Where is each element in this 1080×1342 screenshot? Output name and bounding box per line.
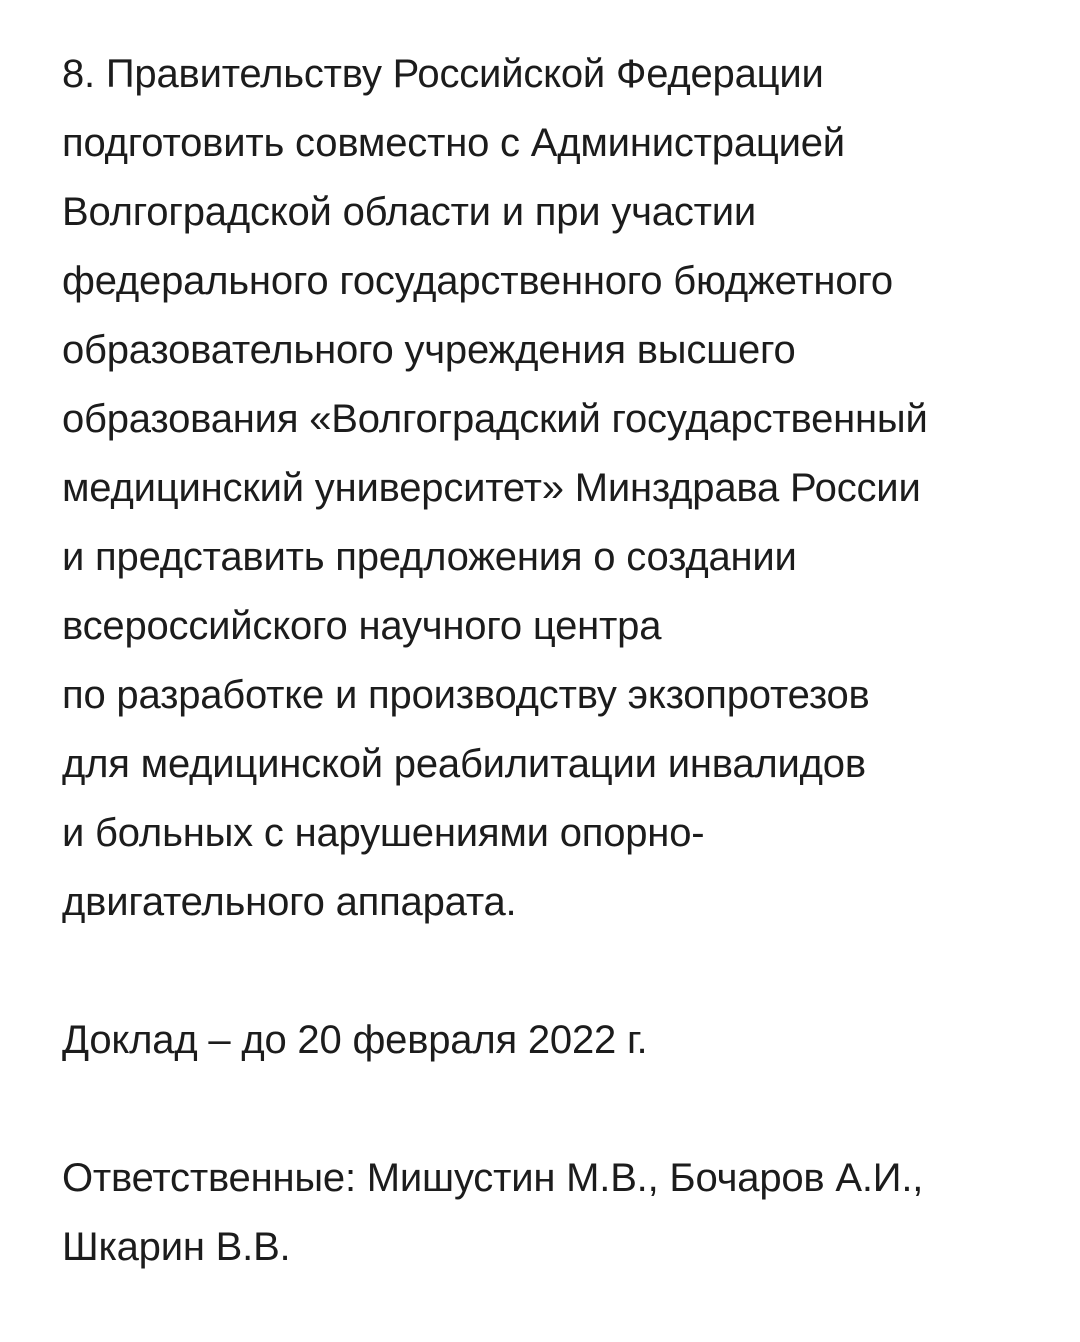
document-body bbox=[62, 40, 1062, 1282]
paragraph-line: по разработке и производству экзопротезов bbox=[62, 673, 870, 717]
paragraph-line: Волгоградской области и при участии bbox=[62, 190, 757, 234]
responsible-block bbox=[62, 1144, 1062, 1282]
deadline-block bbox=[62, 1006, 1062, 1075]
paragraph-line: двигательного аппарата. bbox=[62, 880, 517, 924]
responsible-line: Шкарин В.В. bbox=[62, 1225, 291, 1269]
responsible-line: Ответственные: Мишустин М.В., Бочаров А.И., bbox=[62, 1156, 924, 1200]
paragraph-line: 8. Правительству Российской Федерации bbox=[62, 52, 824, 96]
paragraph-line: медицинский университет» Минздрава России bbox=[62, 466, 921, 510]
deadline-text: Доклад – до 20 февраля 2022 г. bbox=[62, 1018, 648, 1062]
instruction-paragraph bbox=[62, 40, 1062, 937]
paragraph-line: и больных с нарушениями опорно- bbox=[62, 811, 705, 855]
paragraph-line: всероссийского научного центра bbox=[62, 604, 662, 648]
paragraph-line: для медицинской реабилитации инвалидов bbox=[62, 742, 866, 786]
paragraph-line: подготовить совместно с Администрацией bbox=[62, 121, 845, 165]
paragraph-line: образовательного учреждения высшего bbox=[62, 328, 796, 372]
paragraph-line: федерального государственного бюджетного bbox=[62, 259, 893, 303]
paragraph-line: образования «Волгоградский государственный bbox=[62, 397, 928, 441]
paragraph-line: и представить предложения о создании bbox=[62, 535, 797, 579]
